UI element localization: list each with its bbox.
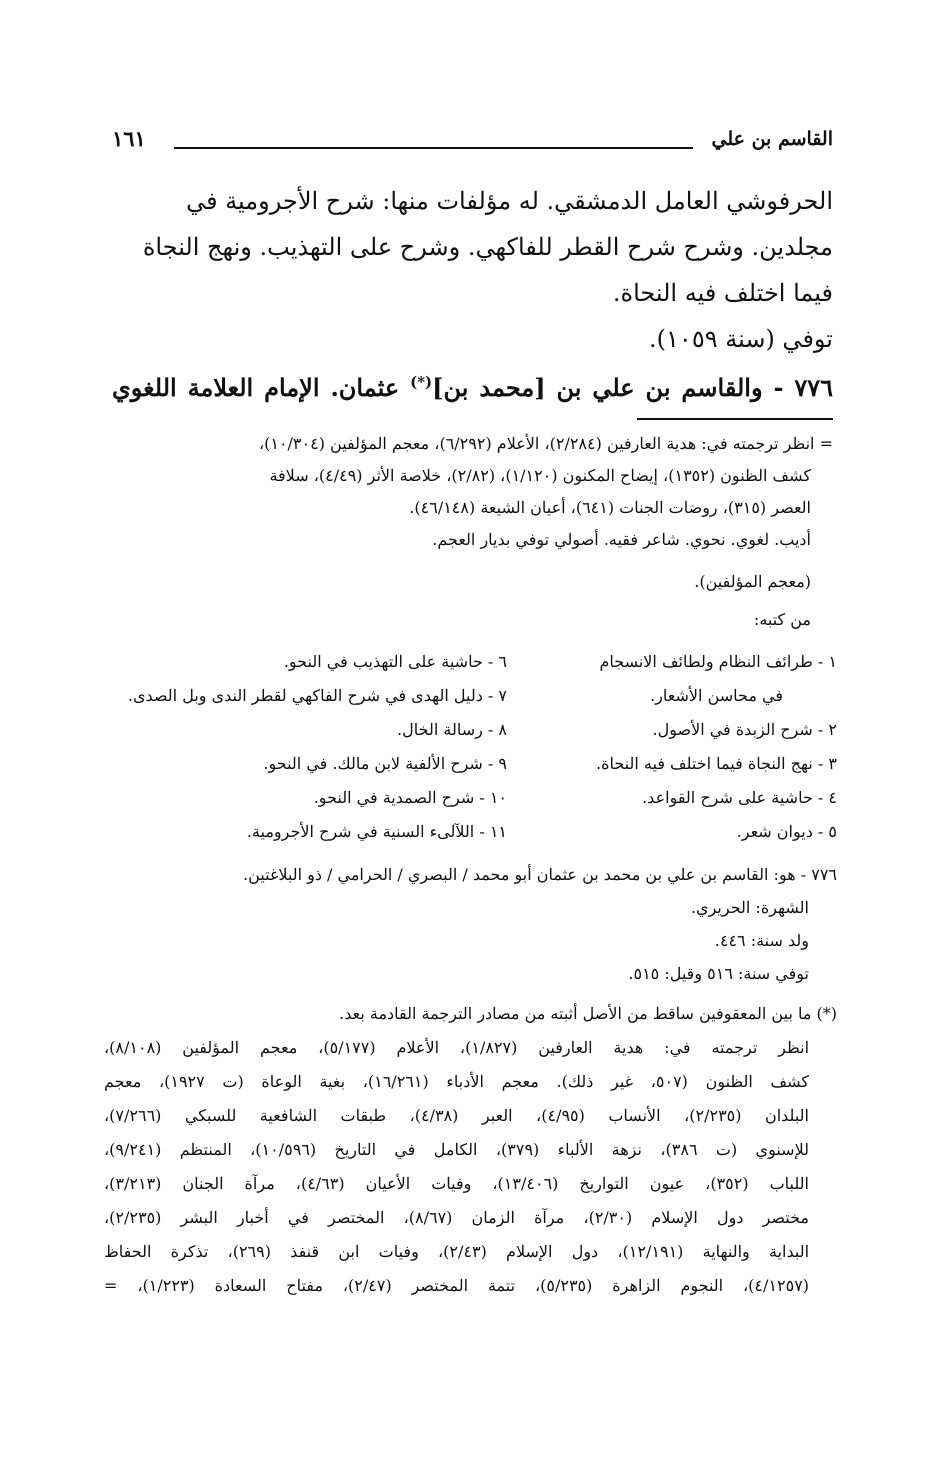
book-item: ١ - طرائف النظام ولطائف الانسجام (599, 652, 837, 671)
entry-heading-rest: عثمان. الإمام العلامة اللغوي (112, 373, 411, 402)
footnote-previous (112, 428, 833, 636)
footnote-marker: (*) (410, 373, 433, 391)
main-text (112, 178, 833, 362)
books-left-column (97, 645, 507, 849)
book-item: ٢ - شرح الزبدة في الأصول. (652, 720, 837, 739)
footnote-line: اللباب (٣٥٢)، عيون التواريخ (١٣/٤٠٦)، وفيات الأعيان (٤/٦٣)، مرآة الجنان (٣/٢١٣)، (104, 1174, 809, 1193)
footnote-line: من كتبه: (753, 610, 811, 629)
footnote-divider (637, 418, 833, 420)
main-line: مجلدين. وشرح شرح القطر للفاكهي. وشرح على التهذيب. ونهج النجاة (142, 233, 833, 261)
running-title: القاسم بن علي (711, 128, 833, 150)
footnote-line: كشف الظنون (١٣٥٢)، إيضاح المكنون (١/١٢٠)، (٢/٨٢)، خلاصة الأثر (٤/٤٩)، سلافة (269, 466, 811, 485)
books-list (104, 645, 837, 850)
main-line: فيما اختلف فيه النحاة. (612, 279, 833, 307)
footnote-line: العصر (٣١٥)، روضات الجنات (٦٤١)، أعيان الشيعة (٤٦/١٤٨). (409, 498, 811, 517)
footnote-line: (٤/١٢٥٧)، النجوم الزاهرة (٥/٢٣٥)، تتمة المختصر (٢/٤٧)، مفتاح السعادة (١/٢٢٣)، = (104, 1276, 810, 1295)
book-item: ١٠ - شرح الصمدية في النحو. (313, 788, 507, 807)
footnote-line: للإسنوي (ت ٣٨٦)، نزهة الألباء (٣٧٩)، الكامل في التاريخ (١٠/٥٩٦)، المنتظم (٩/٢٤١)، (104, 1140, 810, 1159)
header-rule (174, 147, 693, 149)
footnote-line: = انظر ترجمته في: هدية العارفين (٢/٢٨٤)، الأعلام (٦/٢٩٢)، معجم المؤلفين (١٠/٣٠٤)، (258, 434, 833, 453)
main-line: الحرفوشي العامل الدمشقي. له مؤلفات منها: شرح الأجرومية في (186, 187, 833, 215)
footnote-line: البداية والنهاية (١٢/١٩١)، دول الإسلام (٢/٤٣)، وفيات ابن قنفذ (٢٦٩)، تذكرة الحفاظ (104, 1242, 810, 1261)
book-item: ٨ - رسالة الخال. (397, 720, 507, 739)
book-item: ٥ - ديوان شعر. (736, 822, 837, 841)
footnote-776 (104, 858, 837, 990)
book-item: ١١ - اللآلىء السنية في شرح الأجرومية. (246, 822, 507, 841)
footnote-line: كشف الظنون (٥٠٧، غير ذلك). معجم الأدباء (١٦/٢٦١)، بغية الوعاة (ت ١٩٢٧)، معجم (104, 1072, 810, 1091)
footnote-line: الشهرة: الحريري. (690, 898, 809, 917)
footnote-line: (معجم المؤلفين). (694, 572, 811, 591)
book-item: في محاسن الأشعار. (650, 686, 783, 705)
entry-heading (112, 362, 833, 408)
footnote-line: البلدان (٢/٢٣٥)، الأنساب (٤/٩٥)، العبر (٤/٣٨)، طبقات الشافعية للسبكي (٧/٢٦٦)، (104, 1106, 810, 1125)
book-item: ٧ - دليل الهدى في شرح الفاكهي لقطر الندى وبل الصدى. (127, 686, 507, 705)
footnote-line: أديب. لغوي. نحوي. شاعر فقيه. أصولي توفي بديار العجم. (432, 530, 811, 549)
book-item: ٣ - نهج النجاة فيما اختلف فيه النحاة. (596, 754, 837, 773)
main-line: توفي (سنة ١٠٥٩). (649, 325, 833, 353)
footnote-star (104, 997, 837, 1303)
footnote-line: مختصر دول الإسلام (٢/٣٠)، مرآة الزمان (٨/٦٧)، المختصر في أخبار البشر (٢/٢٣٥)، (104, 1208, 809, 1227)
page-header (112, 128, 833, 164)
entry-heading-text: ٧٧٦ - والقاسم بن علي بن [محمد بن] (432, 373, 834, 402)
footnote-line: ٧٧٦ - هو: القاسم بن علي بن محمد بن عثمان أبو محمد / البصري / الحرامي / ذو البلاغتين. (243, 865, 837, 884)
books-right-column (537, 645, 837, 849)
footnote-line: ولد سنة: ٤٤٦. (714, 931, 809, 950)
footnote-line: انظر ترجمته في: هدية العارفين (١/٨٢٧)، الأعلام (٥/١٧٧)، معجم المؤلفين (٨/١٠٨)، (104, 1038, 810, 1057)
book-item: ٦ - حاشية على التهذيب في النحو. (283, 652, 507, 671)
book-item: ٩ - شرح الألفية لابن مالك. في النحو. (263, 754, 507, 773)
book-item: ٤ - حاشية على شرح القواعد. (642, 788, 837, 807)
footnote-line: توفي سنة: ٥١٦ وقيل: ٥١٥. (628, 964, 809, 983)
page-number: ١٦١ (112, 126, 146, 151)
footnote-line: (*) ما بين المعقوفين ساقط من الأصل أثبته من مصادر الترجمة القادمة بعد. (339, 1004, 837, 1023)
